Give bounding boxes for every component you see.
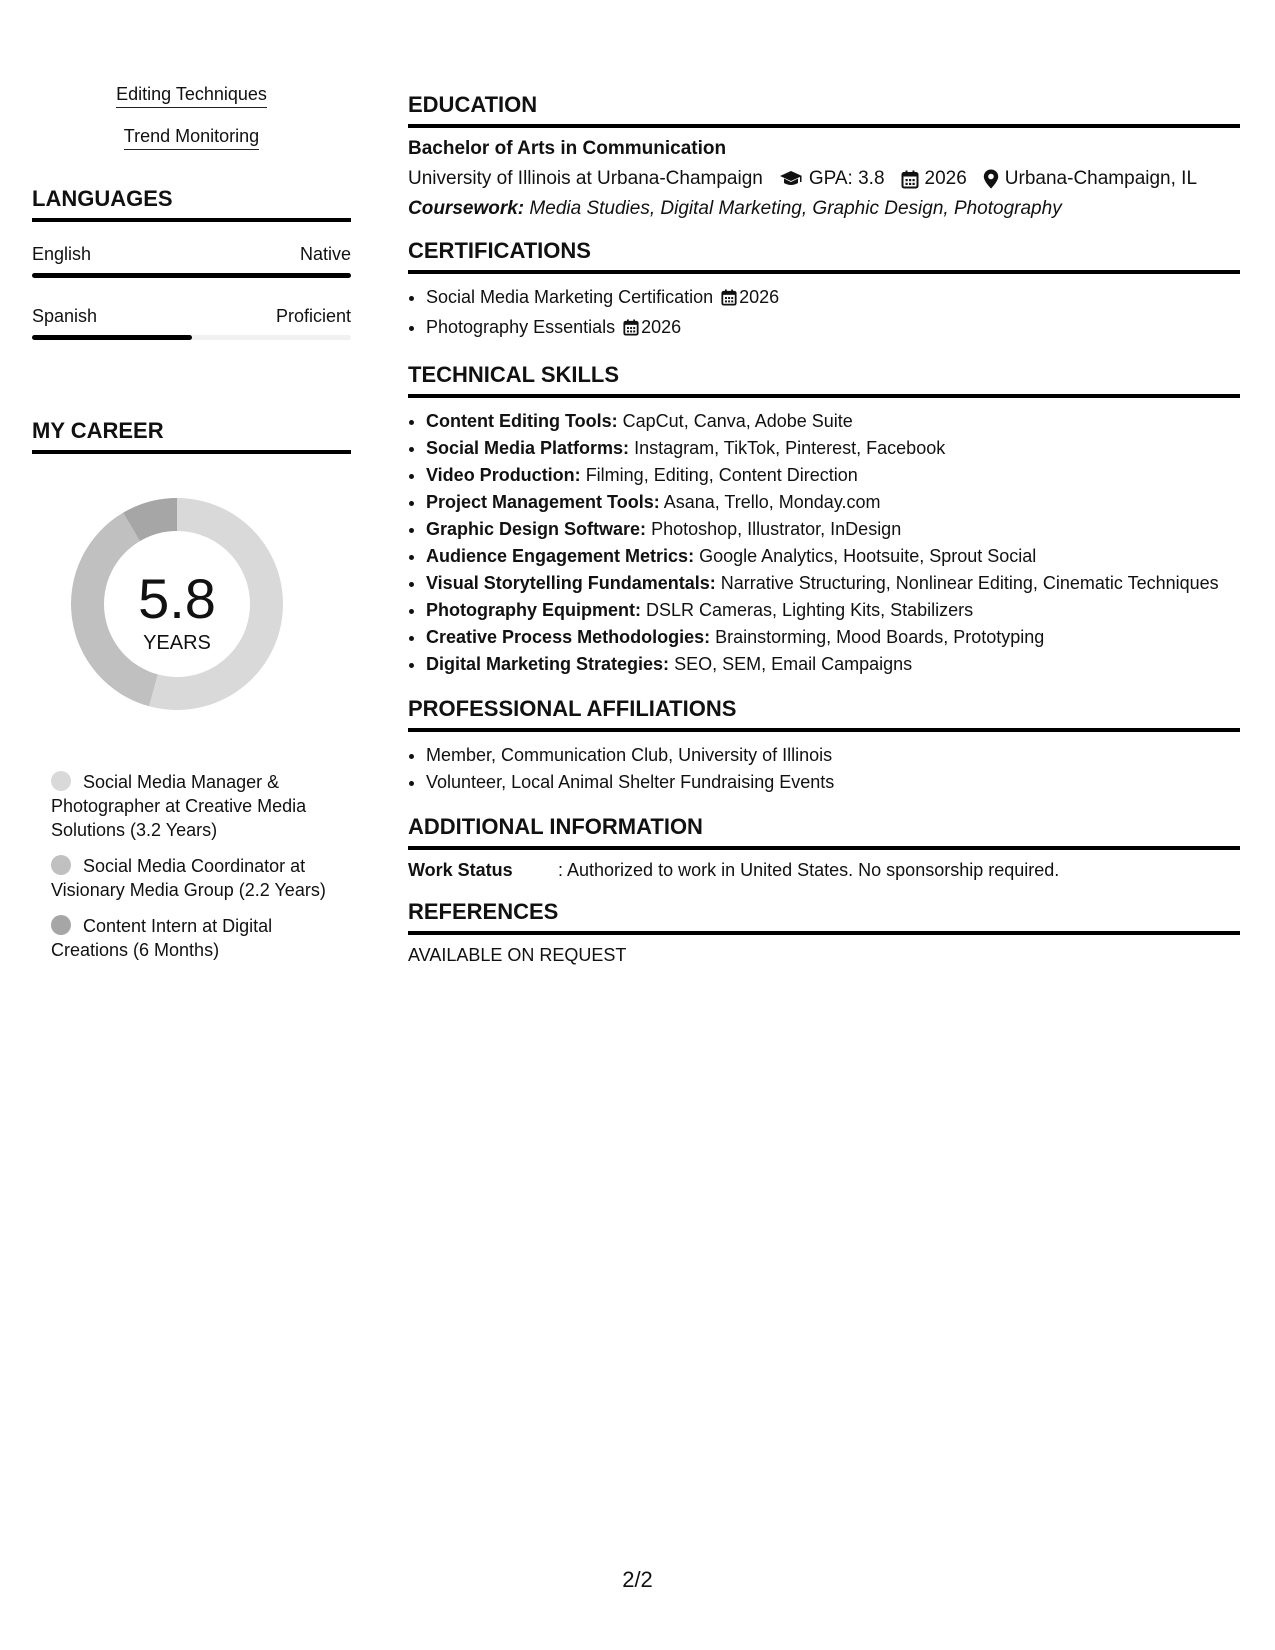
affiliations-list xyxy=(408,742,1240,796)
skill-item: • Digital Marketing Strategies: SEO, SEM, Email Campaigns xyxy=(426,651,1240,678)
school-location: Urbana-Champaign, IL xyxy=(1004,168,1198,189)
language-item xyxy=(32,306,351,340)
language-level: Native xyxy=(299,244,351,264)
education-section xyxy=(408,92,1240,220)
legend-item: Social Media Manager & Photographer at Creative Media Solutions (3.2 Years) xyxy=(51,772,307,840)
legend-dot xyxy=(51,855,71,875)
certifications-title: CERTIFICATIONS xyxy=(408,238,1240,274)
skill-item: • Photography Equipment: DSLR Cameras, Lighting Kits, Stabilizers xyxy=(426,597,1240,624)
work-status-row xyxy=(408,860,1240,881)
technical-skills-title: TECHNICAL SKILLS xyxy=(408,362,1240,398)
calendar-icon xyxy=(901,170,919,189)
references-text: AVAILABLE ON REQUEST xyxy=(408,945,627,965)
career-total: 5.8 xyxy=(138,567,216,630)
certifications-section xyxy=(408,238,1240,344)
language-bar xyxy=(32,273,351,278)
legend-item: Content Intern at Digital Creations (6 Months) xyxy=(51,916,273,960)
degree: Bachelor of Arts in Communication xyxy=(408,138,727,159)
calendar-icon xyxy=(623,317,639,344)
languages-title: LANGUAGES xyxy=(32,186,351,222)
skill-item: • Social Media Platforms: Instagram, TikTok, Pinterest, Facebook xyxy=(426,435,1240,462)
certifications-list xyxy=(408,284,1240,344)
skill-item: • Creative Process Methodologies: Brainstorming, Mood Boards, Prototyping xyxy=(426,624,1240,651)
work-status-value: : Authorized to work in United States. No sponsorship required. xyxy=(558,860,1060,880)
affiliation-item: • Member, Communication Club, University of Illinois xyxy=(426,742,1240,769)
skill-tag: Trend Monitoring xyxy=(32,126,351,150)
career-donut xyxy=(32,494,351,734)
location-pin-icon xyxy=(983,169,999,189)
language-bar xyxy=(32,335,351,340)
skill-tag-list xyxy=(32,84,351,150)
references-section xyxy=(408,899,1240,966)
language-level: Proficient xyxy=(275,306,351,326)
gpa: GPA: 3.8 xyxy=(808,168,885,189)
skill-item: • Content Editing Tools: CapCut, Canva, Adobe Suite xyxy=(426,408,1240,435)
language-bar-fill xyxy=(32,273,351,278)
career-unit: YEARS xyxy=(143,632,211,654)
school-name: University of Illinois at Urbana-Champaign xyxy=(408,168,763,189)
technical-skills-section xyxy=(408,362,1240,678)
page-number: 2/2 xyxy=(622,1567,653,1592)
career-legend xyxy=(51,770,331,962)
language-bar-fill xyxy=(32,335,192,340)
references-title: REFERENCES xyxy=(408,899,1240,935)
legend-dot xyxy=(51,771,71,791)
skill-item: • Video Production: Filming, Editing, Content Direction xyxy=(426,462,1240,489)
graduation-cap-icon xyxy=(779,170,803,188)
skill-item: • Project Management Tools: Asana, Trello, Monday.com xyxy=(426,489,1240,516)
languages-section xyxy=(32,186,351,340)
legend-dot xyxy=(51,915,71,935)
legend-item: Social Media Coordinator at Visionary Media Group (2.2 Years) xyxy=(51,856,326,900)
certification-item: • Social Media Marketing Certification 2026 xyxy=(426,284,1240,314)
coursework: Coursework: Media Studies, Digital Marketing, Graphic Design, Photography xyxy=(408,198,1062,219)
skill-item: • Visual Storytelling Fundamentals: Narrative Structuring, Nonlinear Editing, Cinematic Techniques xyxy=(426,570,1240,597)
language-name: English xyxy=(32,244,92,264)
additional-info-title: ADDITIONAL INFORMATION xyxy=(408,814,1240,850)
education-details xyxy=(408,168,1240,190)
right-column xyxy=(408,92,1240,984)
work-status-label: Work Status xyxy=(408,860,513,880)
technical-skills-list xyxy=(408,408,1240,678)
education-title: EDUCATION xyxy=(408,92,1240,128)
skill-tag: Editing Techniques xyxy=(32,84,351,108)
skill-item: • Graphic Design Software: Photoshop, Illustrator, InDesign xyxy=(426,516,1240,543)
calendar-icon xyxy=(721,287,737,314)
skill-item: • Audience Engagement Metrics: Google Analytics, Hootsuite, Sprout Social xyxy=(426,543,1240,570)
graduation-year: 2026 xyxy=(924,168,967,189)
language-item xyxy=(32,244,351,278)
career-title: MY CAREER xyxy=(32,418,351,454)
affiliation-item: • Volunteer, Local Animal Shelter Fundraising Events xyxy=(426,769,1240,796)
left-column xyxy=(32,84,351,974)
affiliations-section xyxy=(408,696,1240,796)
affiliations-title: PROFESSIONAL AFFILIATIONS xyxy=(408,696,1240,732)
certification-item: • Photography Essentials 2026 xyxy=(426,314,1240,344)
language-name: Spanish xyxy=(32,306,98,326)
career-section xyxy=(32,418,351,962)
additional-info-section xyxy=(408,814,1240,881)
